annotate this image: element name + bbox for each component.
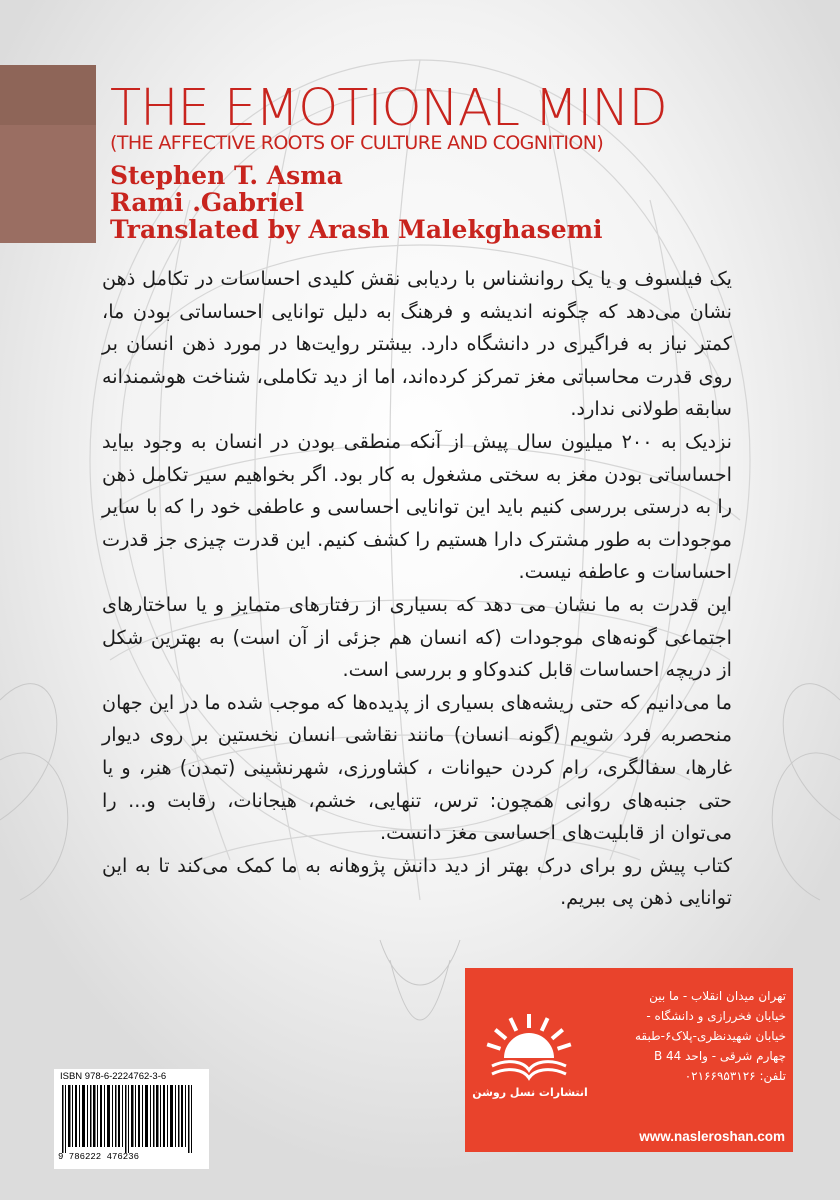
description-paragraph-4: ما می‌دانیم که حتی ریشه‌های بسیاری از پدیده‌ها که موجب شده ما در این جهان منحصربه فرد شویم (گونه انسان) مانند نقاشی انسان نخستین بر روی دیوار غارها، سفالگری، رام کردن حیوانات ، کشاورزی، شهرنشینی (تمدن) هنر، و یا حتی جنبه‌های روانی همچون: ترس، تنهایی، خشم، هیجانات، رقابت و... را می‌توان از قابلیت‌های احساسی مغز دانست. — [102, 690, 732, 845]
barcode-digits: 9 786222 476236 — [58, 1152, 140, 1162]
sunrise-book-logo-icon — [474, 1000, 584, 1086]
author-1: Stephen T. Asma — [110, 161, 343, 190]
address-line-1: تهران میدان انقلاب - ما بین — [649, 989, 786, 1003]
publisher-address — [586, 986, 786, 1086]
book-subtitle: (THE AFFECTIVE ROOTS OF CULTURE AND COGNITION) — [110, 132, 604, 154]
address-line-4: چهارم شرقی - واحد 44 B — [653, 1049, 786, 1063]
book-title: THE EMOTIONAL MIND — [110, 79, 667, 138]
isbn-label: ISBN 978-6-2224762-3-6 — [60, 1071, 167, 1082]
description-paragraph-5: کتاب پیش رو برای درک بهتر از دید دانش پژوهانه به ما کمک می‌کند تا به این توانایی ذهن پی ببریم. — [102, 853, 732, 910]
description-paragraph-2: نزدیک به ۲۰۰ میلیون سال پیش از آنکه منطقی بودن در انسان به وجود بیاید احساساتی بودن مغز به سختی مشغول به کار بود. اگر بخواهیم سیر تکامل ذهن را به درستی بررسی کنیم باید این توانایی احساسی و عاطفی خود را که با سایر موجودات به طور مشترک دارا هستیم را کشف کنیم. این قدرت چیزی جز قدرت احساسات و عاطفه نیست. — [102, 429, 733, 584]
translator-credit: Translated by Arash Malekghasemi — [110, 215, 603, 244]
book-description — [102, 263, 732, 915]
publisher-website-link[interactable]: www.nasleroshan.com — [639, 1129, 785, 1144]
author-2: Rami .Gabriel — [110, 188, 305, 217]
description-paragraph-1: یک فیلسوف و یا یک روانشناس با ردیابی نقش کلیدی احساسات در تکامل ذهن نشان می‌دهد که چگونه اندیشه و فرهنگ به دلیل توانایی احساساتی بودن ما، کمتر نیاز به فراگیری در دانشگاه دارد. بیشتر روایت‌ها در مورد ذهن انسان بر روی قدرت محاسباتی مغز تمرکز کرده‌اند، اما از دید تکاملی، شناخت هوشمندانه سابقه طولانی ندارد. — [102, 267, 732, 421]
phone-line: تلفن: ۰۲۱۶۶۹۵۳۱۲۶ — [684, 1069, 786, 1083]
publisher-logo-label: انتشارات نسل روشن — [472, 1086, 588, 1099]
description-paragraph-3: این قدرت به ما نشان می دهد که بسیاری از رفتارهای متمایز و یا ساختارهای اجتماعی گونه‌های موجودات (که انسان هم جزئی از آن است) به بهترین شکل از دریچه احساسات قابل کندوکاو و بررسی است. — [102, 592, 732, 682]
address-line-3: خیابان شهیدنظری-پلاک۶-طبقه — [634, 1029, 786, 1043]
address-line-2: خیابان فخررازی و دانشگاه - — [646, 1009, 786, 1023]
side-color-band-top — [0, 65, 96, 125]
